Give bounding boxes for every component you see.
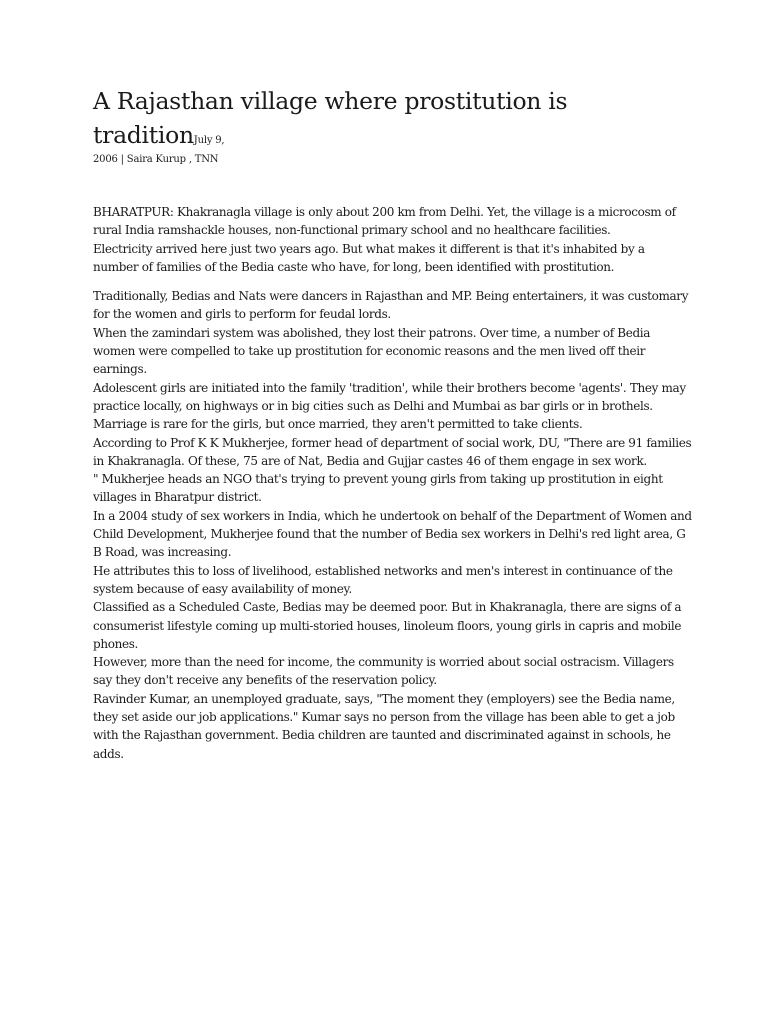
paragraph: According to Prof K K Mukherjee, former head of department of social work, DU, "There are 91 families in Khakranagla. Of these, 75 are of Nat, Bedia and Gujjar castes 46 of them engage in sex work. <box>93 435 692 468</box>
paragraph: Electricity arrived here just two years ago. But what makes it different is that it's inhabited by a number of families of the Bedia caste who have, for long, been identified with prostitution. <box>93 241 645 274</box>
paragraph: In a 2004 study of sex workers in India, which he undertook on behalf of the Department of Women and Child Development, Mukherjee found that the number of Bedia sex workers in Delhi's red light area, G B Road, was increasing. <box>93 508 692 560</box>
paragraph: BHARATPUR: Khakranagla village is only about 200 km from Delhi. Yet, the village is a microcosm of rural India ramshackle houses, non-functional primary school and no healthcare facilities. <box>93 205 676 238</box>
dateline-year: 2006 <box>93 154 118 165</box>
paragraph: However, more than the need for income, the community is worried about social ostracism. Villagers say they don't receive any benefits of the reservation policy. <box>93 655 674 688</box>
article-body <box>93 287 693 763</box>
paragraph: Marriage is rare for the girls, but once married, they aren't permitted to take clients. <box>93 417 583 432</box>
article-intro <box>93 203 693 276</box>
paragraph: Traditionally, Bedias and Nats were dancers in Rajasthan and MP. Being entertainers, it was customary for the women and girls to perform for feudal lords. <box>93 289 689 322</box>
byline <box>93 154 693 166</box>
headline-text: A Rajasthan village where prostitution is tradition <box>93 87 568 149</box>
paragraph: When the zamindari system was abolished, they lost their patrons. Over time, a number of Bedia women were compelled to take up prostitution for economic reasons and the men lived off their earnings. <box>93 325 651 377</box>
dateline-date: July 9, <box>193 135 225 146</box>
paragraph: Ravinder Kumar, an unemployed graduate, says, "The moment they (employers) see the Bedia name, they set aside our job applications." Kumar says no person from the village has been able to get a job with the Rajasthan government. Bedia children are taunted and discriminated against in schools, he adds. <box>93 691 675 761</box>
byline-separator: | <box>117 154 127 165</box>
paragraph: Adolescent girls are initiated into the family 'tradition', while their brothers become 'agents'. They may practice locally, on highways or in big cities such as Delhi and Mumbai as bar girls or in brothels. <box>93 380 686 413</box>
paragraph: " Mukherjee heads an NGO that's trying to prevent young girls from taking up prostitution in eight villages in Bharatpur district. <box>93 472 663 505</box>
paragraph: He attributes this to loss of livelihood, established networks and men's interest in continuance of the system because of easy availability of money. <box>93 563 673 596</box>
article-headline <box>93 84 693 158</box>
paragraph: Classified as a Scheduled Caste, Bedias may be deemed poor. But in Khakranagla, there are signs of a consumerist lifestyle coming up multi-storied houses, linoleum floors, young girls in capris and mobile phones. <box>93 600 682 651</box>
article <box>93 84 693 763</box>
byline-author: Saira Kurup , TNN <box>126 154 219 165</box>
